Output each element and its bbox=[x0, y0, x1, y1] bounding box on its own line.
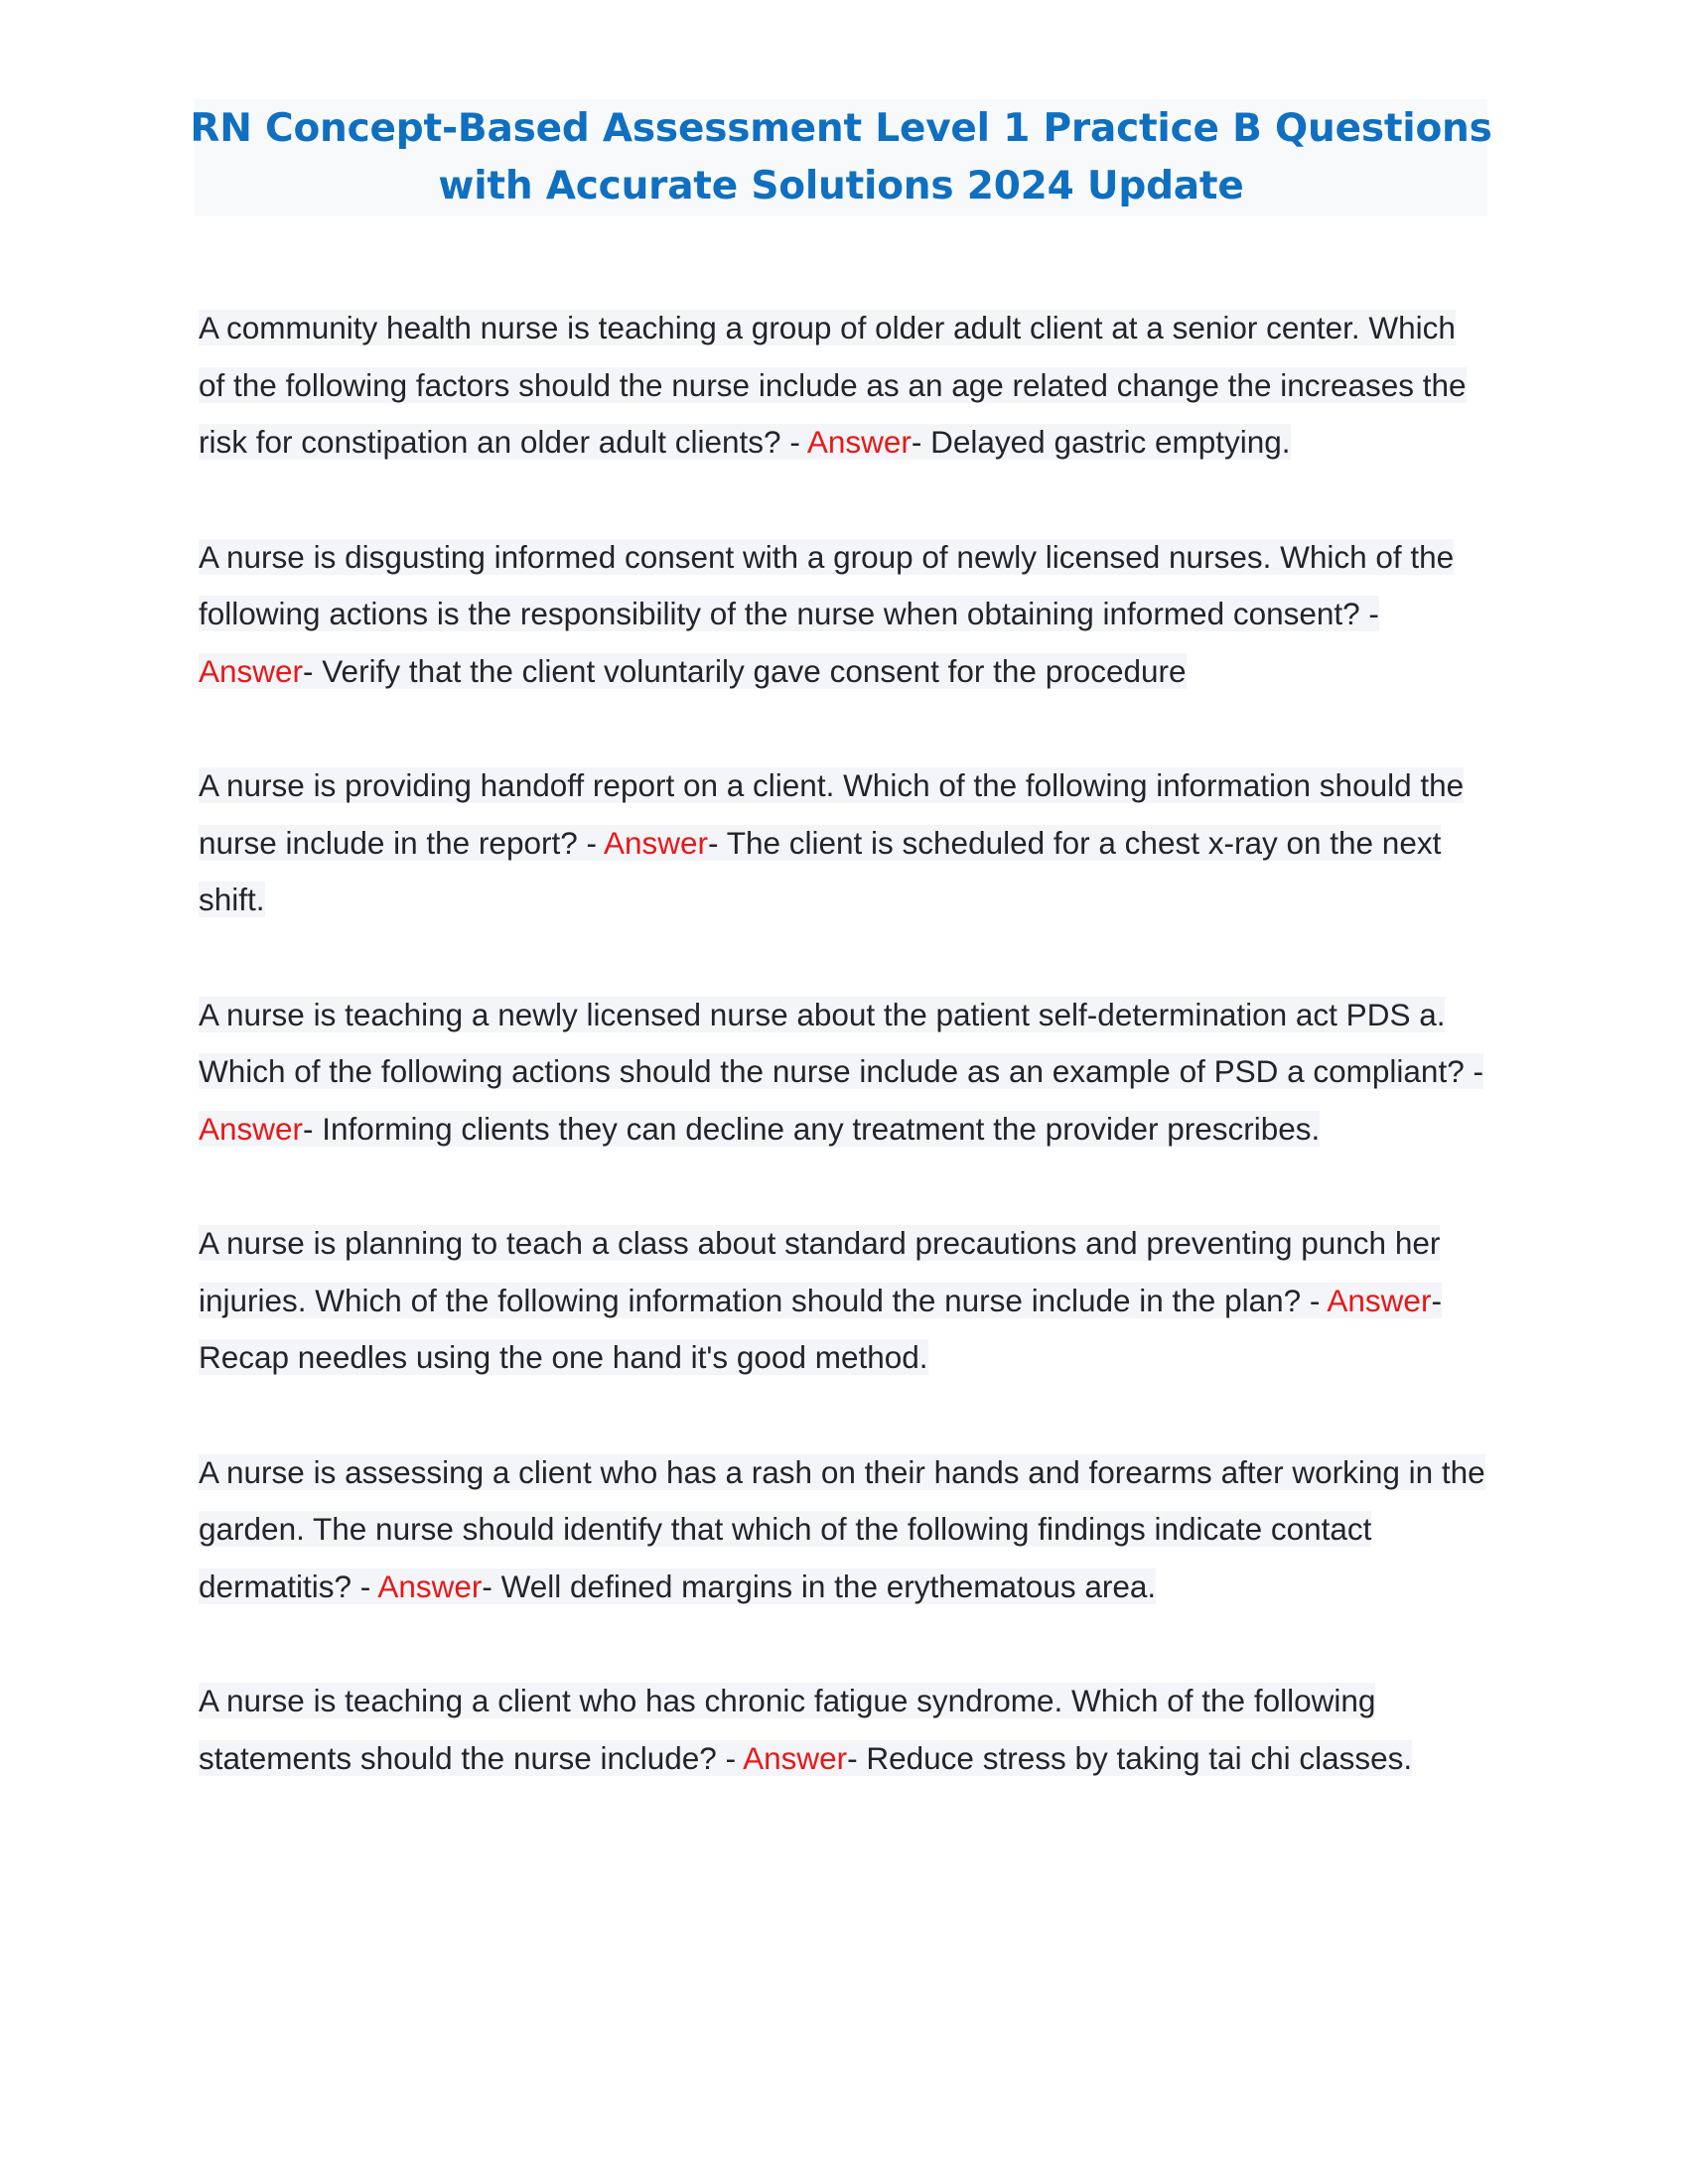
qa-text bbox=[199, 1454, 1485, 1604]
answer-label: Answer bbox=[743, 1739, 848, 1776]
answer-label: Answer bbox=[199, 652, 304, 689]
document-title bbox=[190, 99, 1492, 216]
answer-label: Answer bbox=[377, 1568, 483, 1604]
qa-item bbox=[199, 1673, 1489, 1787]
qa-text bbox=[199, 310, 1467, 460]
qa-text bbox=[199, 767, 1464, 917]
qa-text bbox=[199, 1683, 1412, 1776]
answer-label: Answer bbox=[604, 824, 709, 861]
answer-text: - Recap needles using the one hand it's good method. bbox=[199, 1282, 1442, 1375]
title-line-2: with Accurate Solutions 2024 Update bbox=[438, 164, 1244, 208]
qa-item bbox=[199, 987, 1489, 1159]
qa-item bbox=[199, 1444, 1489, 1616]
answer-label: Answer bbox=[806, 424, 912, 460]
qa-item bbox=[199, 757, 1489, 929]
answer-text: - Well defined margins in the erythematous area. bbox=[482, 1568, 1157, 1604]
qa-item bbox=[199, 529, 1489, 701]
question-text: A nurse is planning to teach a class about standard precautions and preventing punch her injuries. Which of the following information should the nurse include in the plan? - bbox=[199, 1225, 1441, 1318]
qa-item bbox=[199, 300, 1489, 472]
answer-label: Answer bbox=[199, 1110, 304, 1147]
qa-text bbox=[199, 1225, 1442, 1375]
qa-item bbox=[199, 1215, 1489, 1387]
answer-text: - The client is scheduled for a chest x-ray on the next shift. bbox=[199, 824, 1442, 917]
answer-text: - Verify that the client voluntarily gave consent for the procedure bbox=[303, 652, 1187, 689]
question-text: A community health nurse is teaching a group of older adult client at a senior center. Which of the following factors should the nurse include as an age related change the increases the risk for constipation an older adult clients? - bbox=[199, 310, 1467, 460]
question-text: A nurse is assessing a client who has a rash on their hands and forearms after working in the garden. The nurse should identify that which of the following findings indicate contact dermatitis? - bbox=[199, 1453, 1485, 1604]
answer-text: - Informing clients they can decline any treatment the provider prescribes. bbox=[303, 1110, 1321, 1147]
qa-text bbox=[199, 539, 1454, 689]
question-text: A nurse is teaching a client who has chronic fatigue syndrome. Which of the following statements should the nurse include? - bbox=[199, 1683, 1376, 1776]
answer-label: Answer bbox=[1327, 1282, 1432, 1318]
question-answer-list bbox=[199, 300, 1489, 1844]
title-line-1: RN Concept-Based Assessment Level 1 Practice B Questions bbox=[190, 106, 1492, 151]
question-text: A nurse is teaching a newly licensed nurse about the patient self-determination act PDS a. Which of the following actions should the nurse include as an example of PSD a compliant? - bbox=[199, 996, 1483, 1089]
qa-text bbox=[199, 997, 1483, 1147]
question-text: A nurse is disgusting informed consent with a group of newly licensed nurses. Which of the following actions is the responsibility of the nurse when obtaining informed consent? - bbox=[199, 538, 1455, 631]
question-text: A nurse is providing handoff report on a client. Which of the following information should the nurse include in the report? - bbox=[199, 767, 1465, 861]
answer-text: - Delayed gastric emptying. bbox=[911, 424, 1291, 460]
answer-text: - Reduce stress by taking tai chi classes. bbox=[847, 1739, 1413, 1776]
